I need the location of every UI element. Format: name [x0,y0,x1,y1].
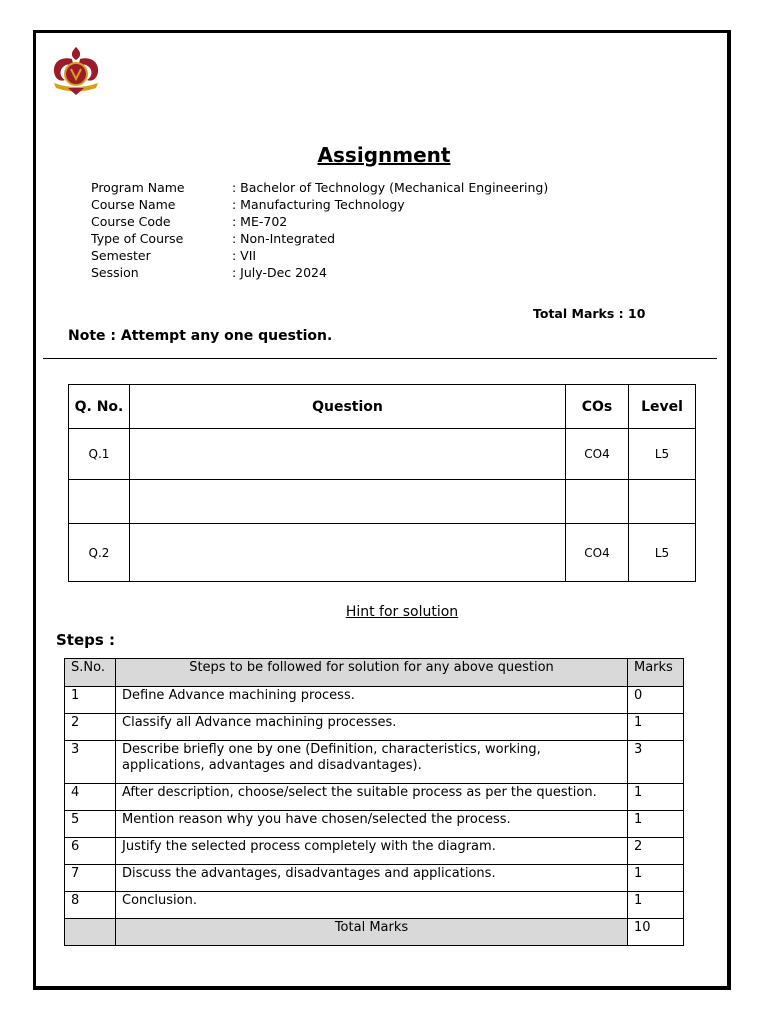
cell-sno: 3 [65,741,116,784]
cell-sno: 1 [65,687,116,714]
cell-sno: 2 [65,714,116,741]
table-row [65,687,684,714]
cell-step: Conclusion. [116,892,628,919]
cell-co [566,480,629,524]
cell-co: CO4 [566,429,629,480]
header-level: Level [629,385,696,429]
divider [43,358,717,359]
cell-marks: 1 [628,714,684,741]
header-marks: Marks [628,659,684,687]
header-question: Question [130,385,566,429]
cell-sno: 8 [65,892,116,919]
table-row [65,714,684,741]
total-marks: Total Marks : 10 [533,306,646,321]
steps-label: Steps : [56,631,116,649]
info-row-session [91,264,548,281]
cell-question [130,480,566,524]
cell-sno [65,919,116,946]
instruction-note: Note : Attempt any one question. [68,328,333,344]
table-row [69,480,696,524]
info-label: Session [91,265,139,280]
info-row-program [91,179,548,196]
cell-marks: 2 [628,838,684,865]
table-row [65,892,684,919]
header-sno: S.No. [65,659,116,687]
header-cos: COs [566,385,629,429]
cell-step: Discuss the advantages, disadvantages and applications. [116,865,628,892]
cell-marks: 3 [628,741,684,784]
info-value: : Manufacturing Technology [232,197,405,212]
info-label: Program Name [91,180,185,195]
cell-level: L5 [629,429,696,480]
info-label: Course Name [91,197,176,212]
total-value: 10 [628,919,684,946]
page-title: Assignment [317,143,451,167]
cell-step: Mention reason why you have chosen/selected the process. [116,811,628,838]
table-row [69,429,696,480]
cell-marks: 1 [628,811,684,838]
table-row [65,865,684,892]
info-label: Type of Course [91,231,184,246]
question-table-header [69,385,696,429]
info-row-course-type [91,230,548,247]
cell-marks: 1 [628,865,684,892]
table-row [69,524,696,582]
header-qno: Q. No. [69,385,130,429]
cell-marks: 1 [628,892,684,919]
cell-marks: 0 [628,687,684,714]
cell-step: Describe briefly one by one (Definition, characteristics, working, applications, advantages and disadvantages). [116,741,628,784]
info-label: Course Code [91,214,171,229]
hint-heading: Hint for solution [345,604,459,620]
table-row [65,811,684,838]
cell-level [629,480,696,524]
table-row [65,838,684,865]
total-row [65,919,684,946]
info-row-course-code [91,213,548,230]
cell-step: After description, choose/select the suitable process as per the question. [116,784,628,811]
cell-step: Justify the selected process completely with the diagram. [116,838,628,865]
steps-table-header [65,659,684,687]
cell-sno: 7 [65,865,116,892]
info-row-course-name [91,196,548,213]
total-label: Total Marks [116,919,628,946]
cell-marks: 1 [628,784,684,811]
info-value: : VII [232,248,257,263]
cell-co: CO4 [566,524,629,582]
cell-question [130,429,566,480]
university-emblem-icon [50,45,102,97]
question-table [68,384,696,582]
steps-table [64,658,684,946]
cell-sno: 6 [65,838,116,865]
info-value: : Non-Integrated [232,231,336,246]
info-value: : July-Dec 2024 [232,265,327,280]
info-row-semester [91,247,548,264]
cell-qno: Q.1 [69,429,130,480]
info-value: : ME-702 [232,214,288,229]
info-value: : Bachelor of Technology (Mechanical Engineering) [232,180,549,195]
cell-question [130,524,566,582]
table-row [65,741,684,784]
cell-step: Classify all Advance machining processes. [116,714,628,741]
table-row [65,784,684,811]
header-steps: Steps to be followed for solution for any above question [116,659,628,687]
cell-level: L5 [629,524,696,582]
cell-sno: 5 [65,811,116,838]
info-label: Semester [91,248,151,263]
cell-step: Define Advance machining process. [116,687,628,714]
cell-qno [69,480,130,524]
course-info [91,179,548,281]
cell-sno: 4 [65,784,116,811]
cell-qno: Q.2 [69,524,130,582]
